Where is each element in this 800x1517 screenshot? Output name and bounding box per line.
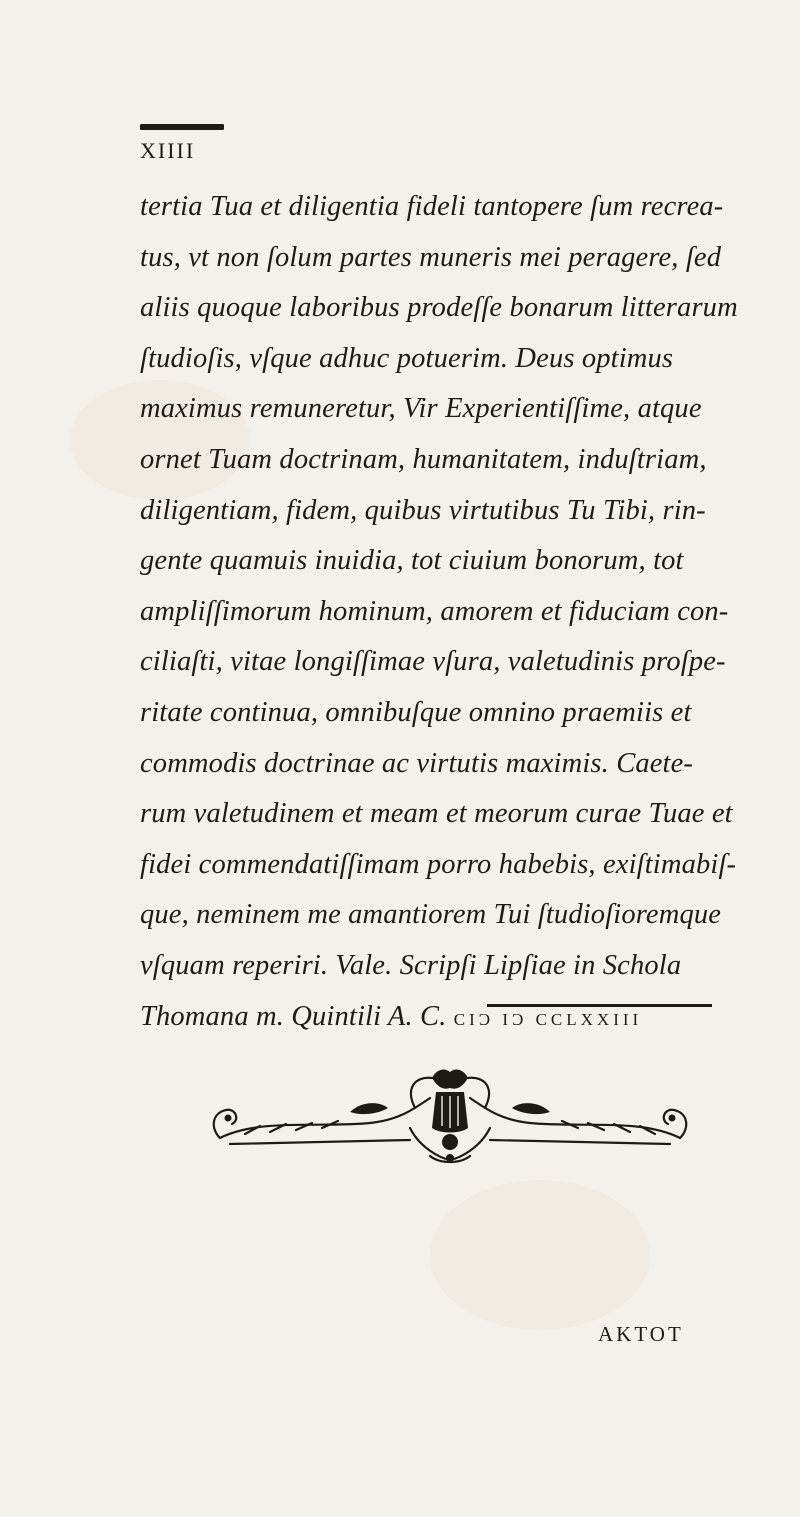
text-line: fidei commendatiſſimam porro habebis, exiſtimabiſ- (140, 848, 737, 880)
closing-rule (487, 1004, 712, 1007)
text-line: tertia Tua et diligentia fideli tantopere ſum recrea- (140, 191, 724, 222)
text-line: rum valetudinem et meam et meorum curae Tuae et (140, 798, 733, 830)
closing-line (140, 992, 715, 1043)
paper-stain (430, 1180, 650, 1330)
text-line: ſtudioſis, vſque adhuc potuerim. Deus optimus (140, 342, 674, 374)
text-line: vſquam reperiri. Vale. Scripſi Lipſiae in Schola (140, 949, 682, 981)
text-line: diligentiam, fidem, quibus virtutibus Tu Tibi, rin- (140, 494, 706, 526)
text-line: maximus remuneretur, Vir Experientiſſime, atque (140, 393, 702, 425)
text-line: ornet Tuam doctrinam, humanitatem, induſtriam, (140, 443, 707, 475)
closing-text: Thomana m. Quintili A. C. (140, 1000, 447, 1032)
text-line: aliis quoque laboribus prodeſſe bonarum litterarum (140, 292, 738, 324)
text-line: que, neminem me amantiorem Tui ſtudioſioremque (140, 899, 722, 931)
catchword: AKTOT (598, 1322, 684, 1346)
text-line: gente quamuis inuidia, tot ciuium bonorum, tot (140, 545, 684, 577)
header-rule (140, 124, 224, 130)
date-roman: CIƆ IƆ CCLXXIII (453, 1009, 643, 1029)
text-line: commodis doctrinae ac virtutis maximis. Caete- (140, 747, 694, 779)
body-text (140, 182, 738, 1042)
text-line: ampliſſimorum hominum, amorem et fiduciam con- (140, 595, 729, 627)
floral-tailpiece-icon (200, 1068, 700, 1168)
text-line: ritate continua, omnibuſque omnino praemiis et (140, 696, 692, 728)
page-number: XIIII (140, 138, 196, 163)
text-line: ciliaſti, vitae longiſſimae vſura, valetudinis proſpe- (140, 646, 726, 678)
text-line: tus, vt non ſolum partes muneris mei peragere, ſed (140, 241, 722, 273)
